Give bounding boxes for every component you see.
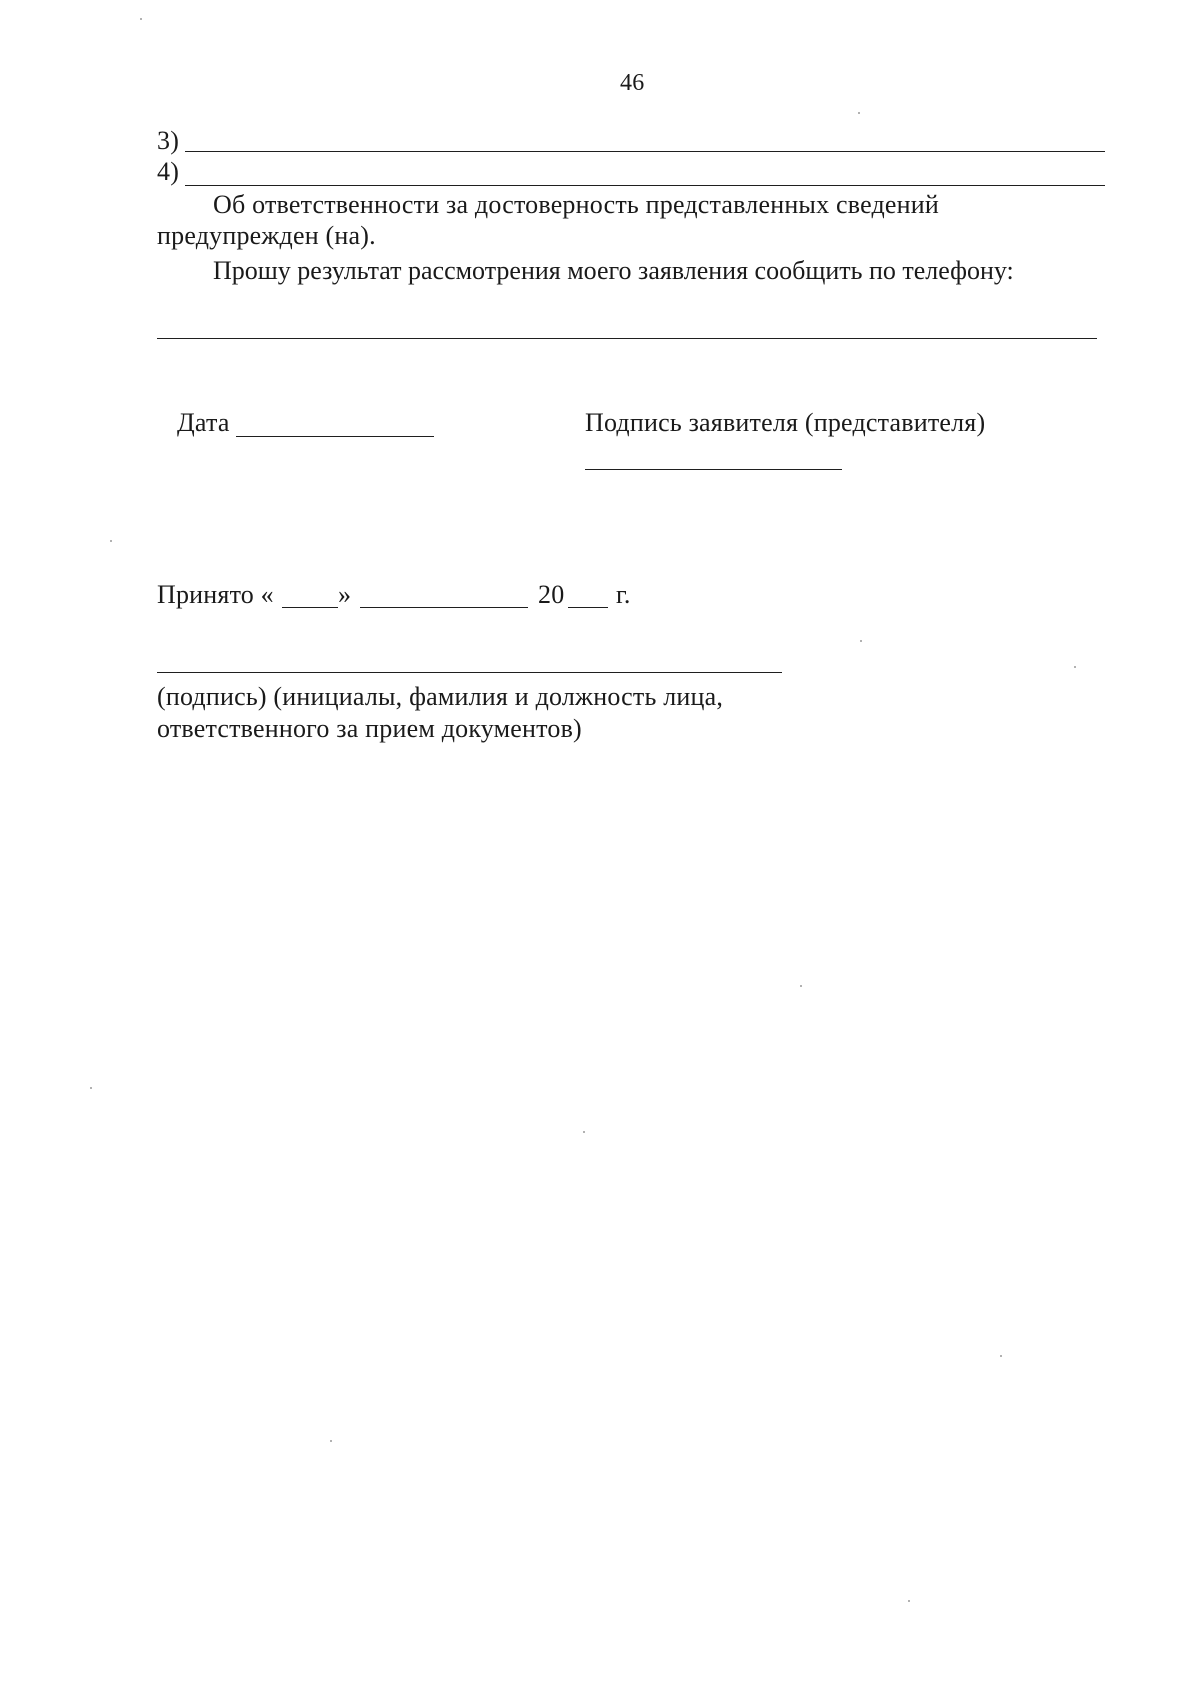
accepted-month-blank-line[interactable] [360,607,528,608]
responsible-person-caption-line-1: (подпись) (инициалы, фамилия и должность лица, [157,682,724,711]
accepted-day-blank-line[interactable] [282,607,338,608]
scan-speck [330,1440,332,1442]
scan-speck [90,1087,92,1089]
scan-speck [583,1131,585,1133]
date-label: Дата [177,408,230,437]
responsibility-statement-line-1: Об ответственности за достоверность представленных сведений [213,190,939,219]
scan-speck [140,18,142,20]
accepted-year-blank-line[interactable] [568,607,608,608]
responsible-person-signature-line[interactable] [157,672,782,673]
accepted-year-prefix: 20 [538,580,565,609]
date-blank-line[interactable] [236,436,434,437]
applicant-signature-blank-line[interactable] [585,469,842,470]
accepted-label: Принято « [157,580,274,609]
responsible-person-caption-line-2: ответственного за прием документов) [157,714,582,743]
scan-speck [800,985,802,987]
scan-speck [908,1600,910,1602]
phone-request-text: Прошу результат рассмотрения моего заявления сообщить по телефону: [213,256,1014,285]
accepted-year-suffix: г. [616,580,631,609]
scan-speck [1074,666,1076,668]
scan-speck [110,540,112,542]
item-4-blank-line[interactable] [185,185,1105,186]
scan-speck [1000,1355,1002,1357]
item-4-label: 4) [157,157,180,186]
applicant-signature-label: Подпись заявителя (представителя) [585,408,986,437]
page-number: 46 [620,70,645,96]
accepted-close-quote: » [338,580,352,609]
phone-number-blank-line[interactable] [157,338,1097,339]
item-3-label: 3) [157,126,180,155]
item-3-blank-line[interactable] [185,151,1105,152]
responsibility-statement-line-2: предупрежден (на). [157,221,376,250]
scan-speck [858,112,860,114]
scan-speck [860,640,862,642]
